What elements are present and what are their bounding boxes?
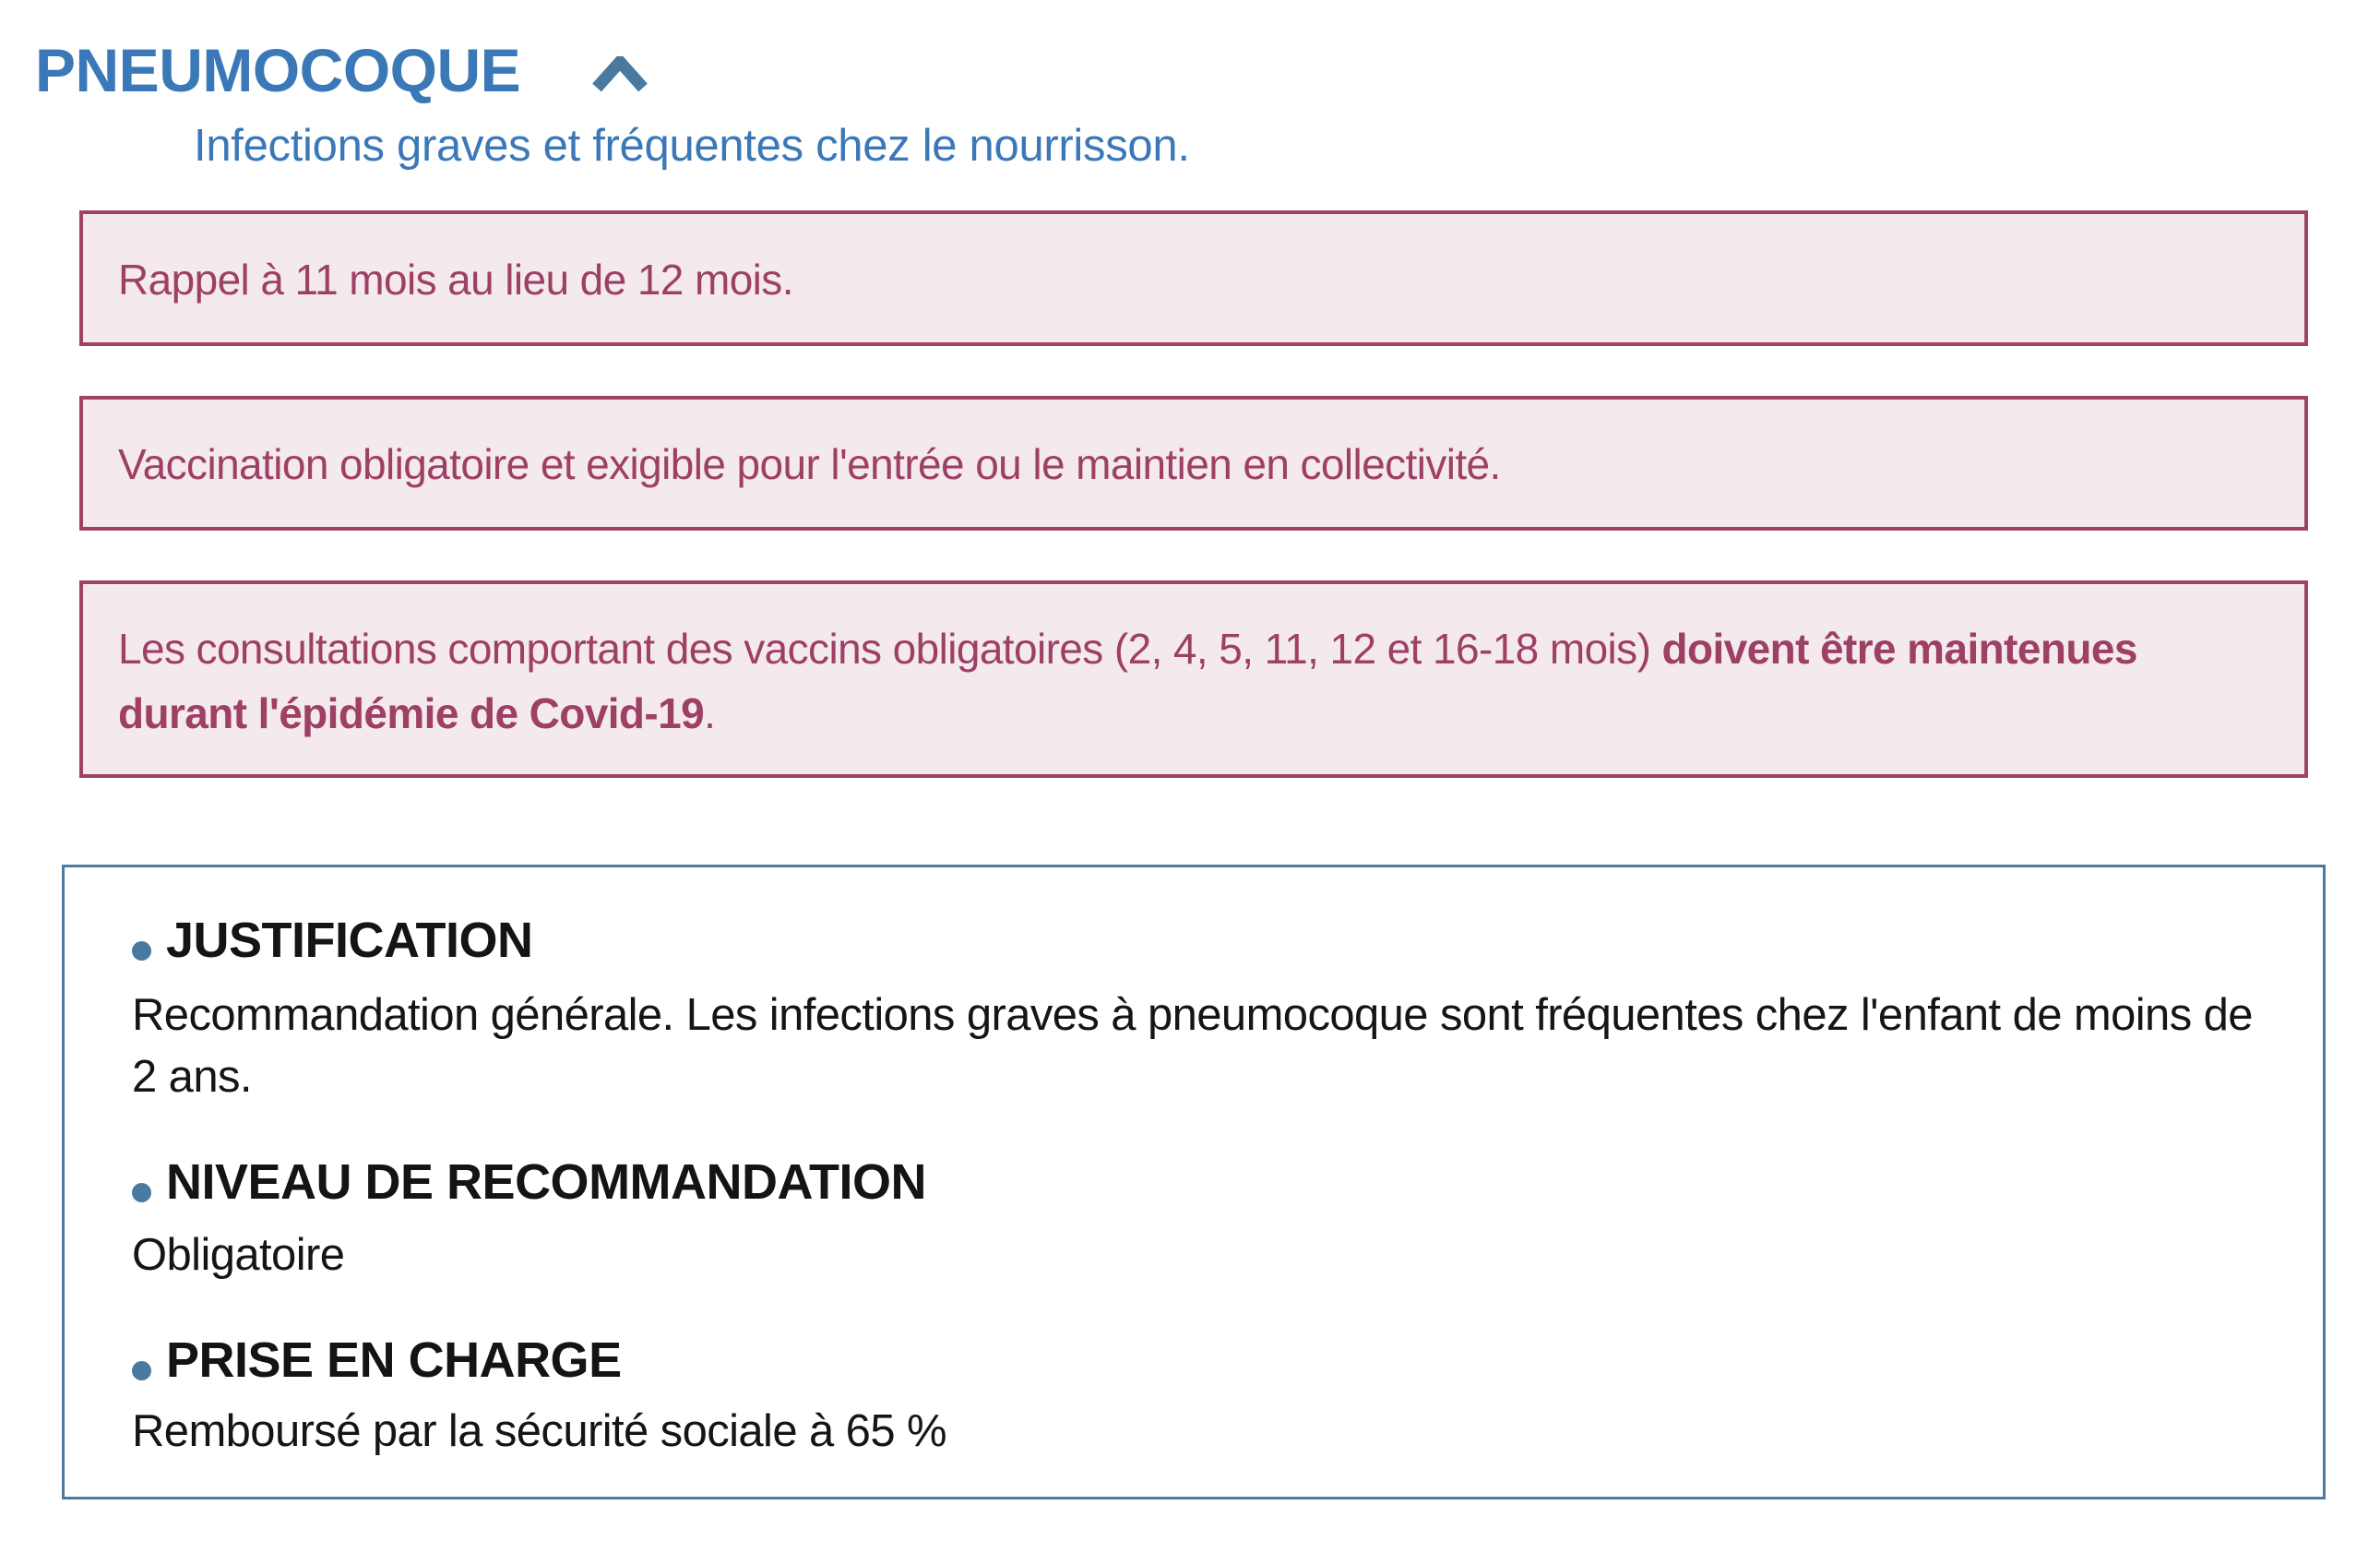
alert-box-mandatory <box>79 396 2308 531</box>
alert-text-end: . <box>704 689 716 737</box>
vaccine-subtitle: Infections graves et fréquentes chez le nourrisson. <box>194 121 1190 171</box>
details-panel <box>62 865 2326 1499</box>
section-heading-text: PRISE EN CHARGE <box>166 1332 622 1388</box>
vaccine-title: PNEUMOCOQUE <box>35 36 521 104</box>
title-row[interactable] <box>35 33 520 107</box>
alert-text: Vaccination obligatoire et exigible pour l'entrée ou le maintien en collectivité. <box>118 440 1501 488</box>
section-body-coverage: Remboursé par la sécurité sociale à 65 % <box>132 1406 946 1456</box>
alert-text-regular: Les consultations comportant des vaccins obligatoires (2, 4, 5, 11, 12 et 16-18 mois) <box>118 625 1662 673</box>
chevron-up-icon[interactable] <box>592 56 648 93</box>
section-body-level: Obligatoire <box>132 1230 345 1280</box>
bullet-icon <box>132 941 151 961</box>
section-heading-coverage <box>132 1332 622 1388</box>
bullet-icon <box>132 1361 151 1380</box>
alert-box-booster <box>79 210 2308 346</box>
alert-text-bold: doivent être maintenues durant l'épidémie de Covid-19 <box>118 625 2137 737</box>
section-body-justification: Recommandation générale. Les infections graves à pneumocoque sont fréquentes chez l'enfant de moins de 2 ans. <box>132 990 2253 1102</box>
alert-box-covid <box>79 580 2308 778</box>
section-heading-justification <box>132 913 533 968</box>
alert-text: Rappel à 11 mois au lieu de 12 mois. <box>118 256 793 304</box>
section-heading-text: NIVEAU DE RECOMMANDATION <box>166 1154 926 1210</box>
section-heading-text: JUSTIFICATION <box>166 913 533 968</box>
bullet-icon <box>132 1183 151 1202</box>
section-heading-level <box>132 1154 926 1210</box>
